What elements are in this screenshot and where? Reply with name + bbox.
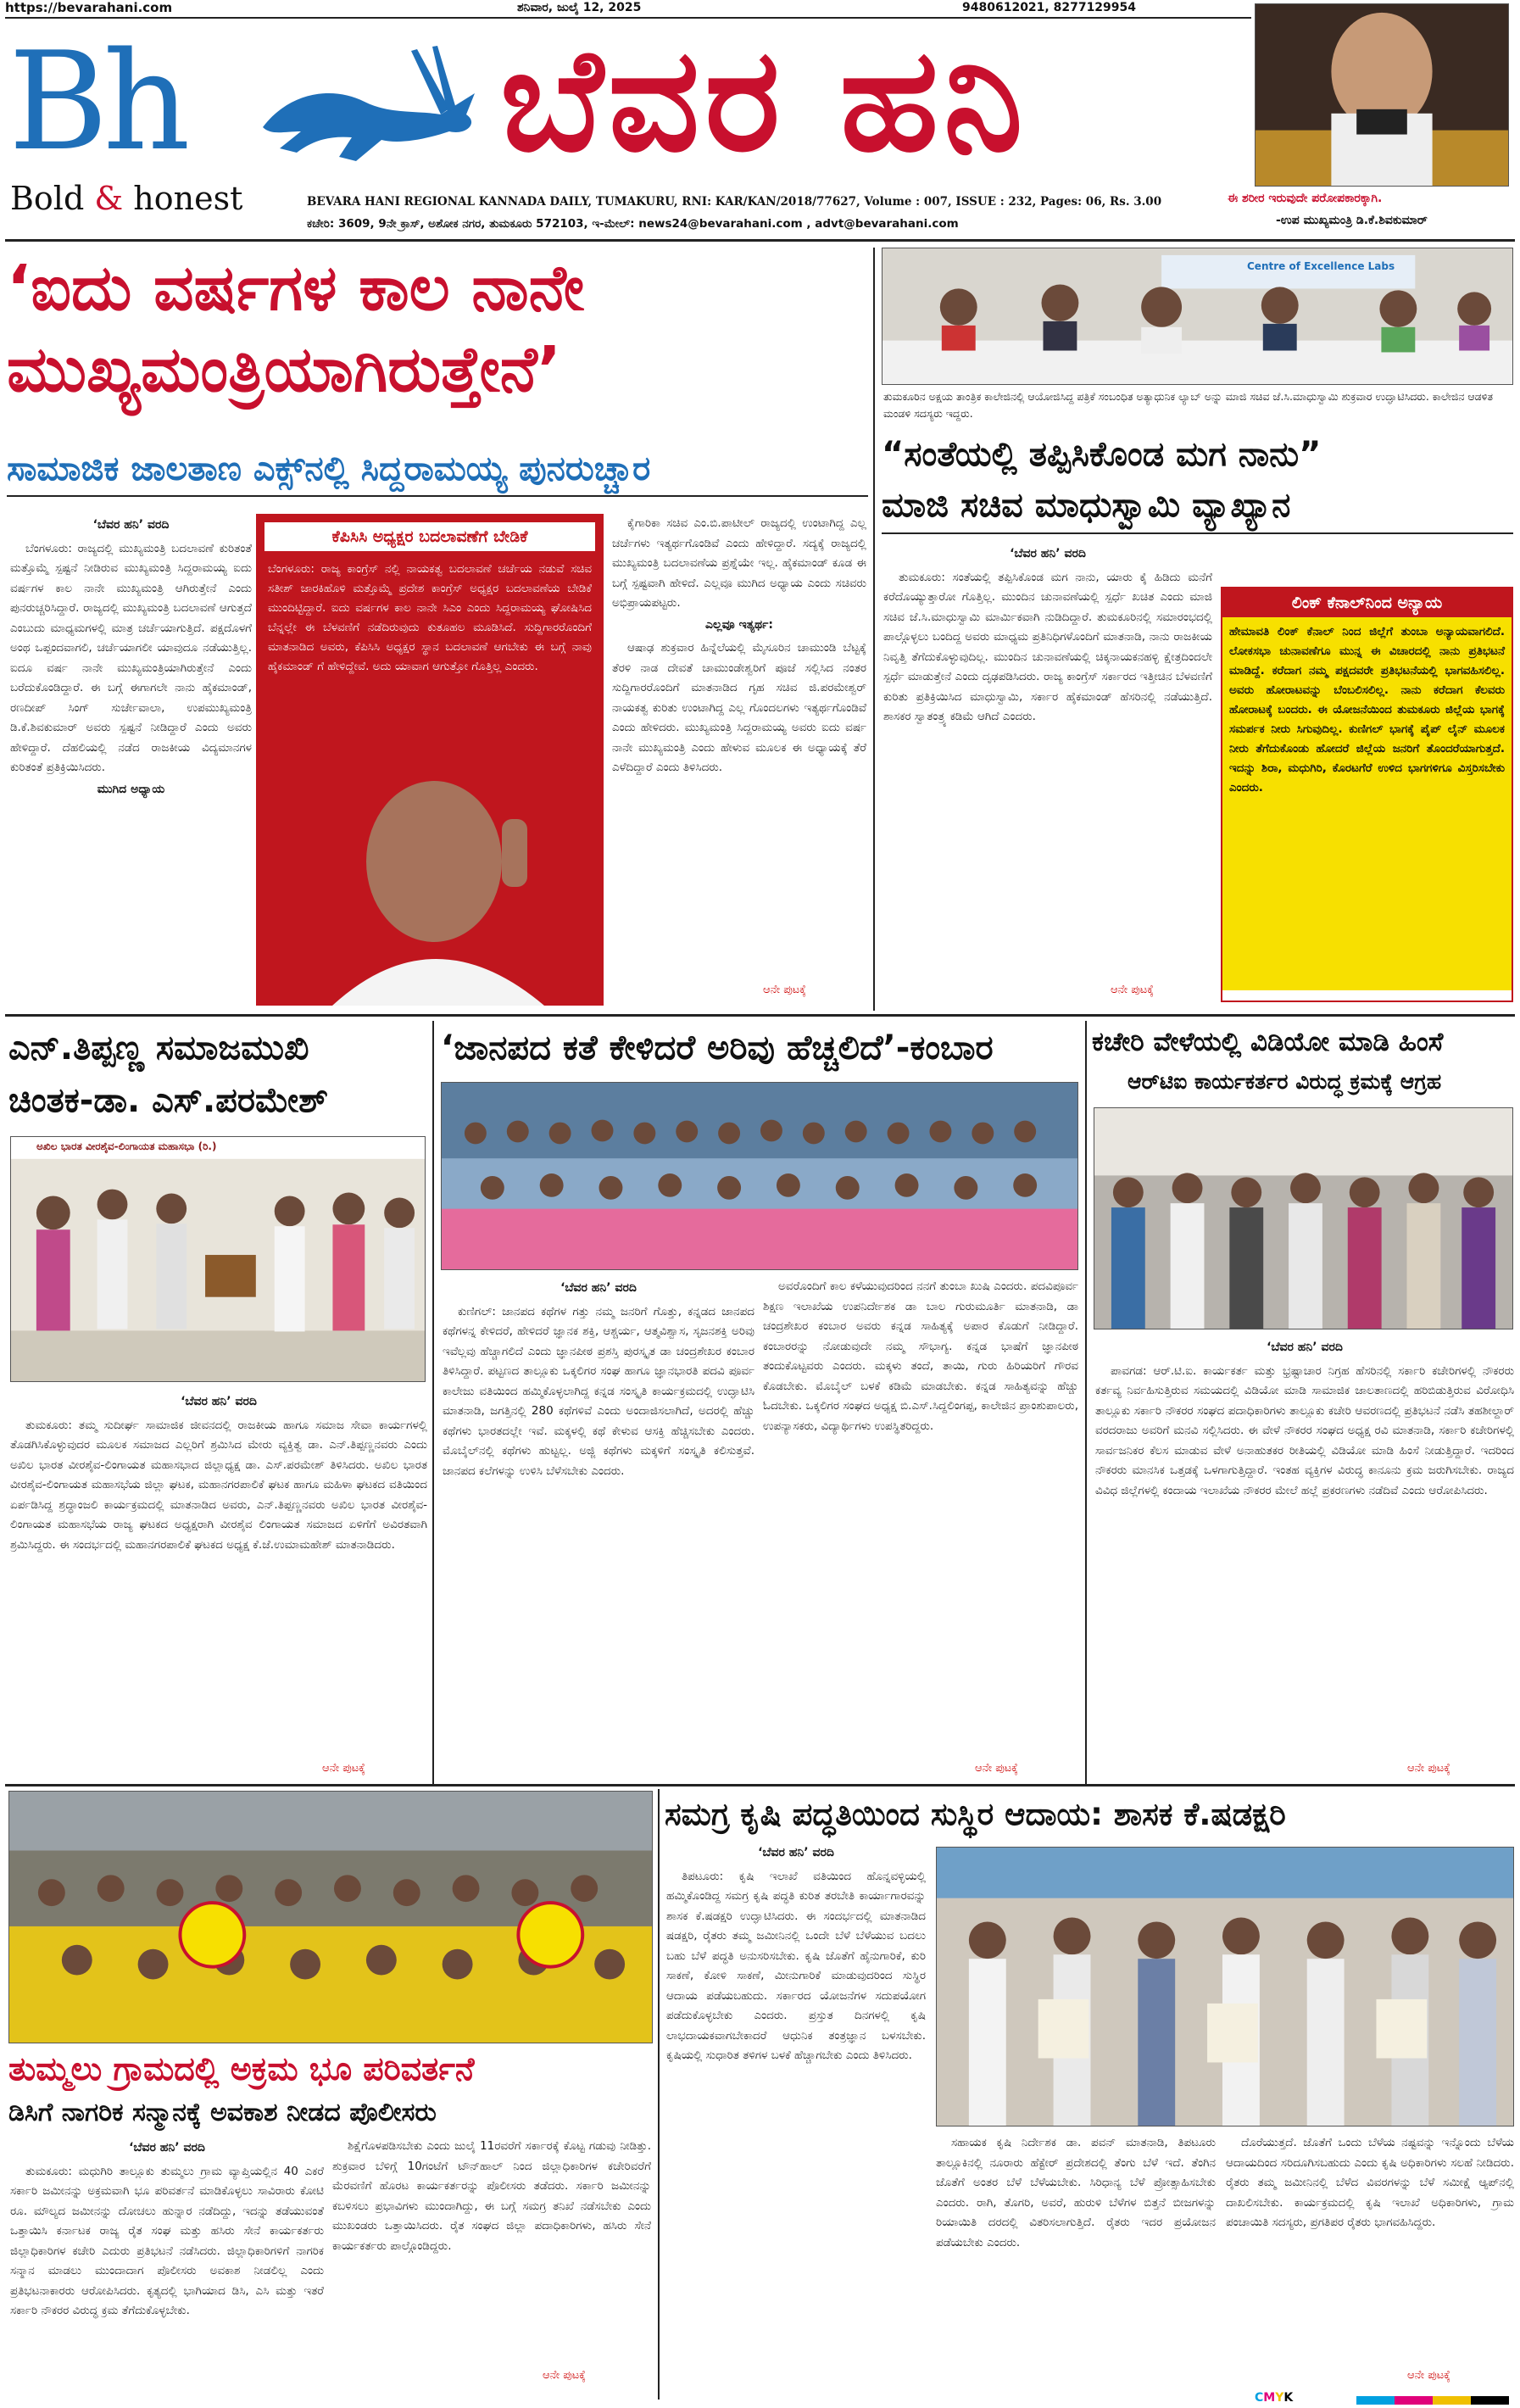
lead-column-2	[612, 514, 866, 1011]
agriculture-col1-text: ತಿಪಟೂರು: ಕೃಷಿ ಇಲಾಖೆ ವತಿಯಿಂದ ಹೊನ್ನವಳ್ಳಿಯಲ್ಲಿ ಹಮ್ಮಿಕೊಂಡಿದ್ದ ಸಮಗ್ರ ಕೃಷಿ ಪದ್ಧತಿ ಕುರಿತ ತರಬೇತಿ ಕಾರ್ಯಾಗಾರವನ್ನು ಶಾಸಕ ಕೆ.ಷಡಕ್ಷರಿ ಉದ್ಘಾಟಿಸಿದರು. ಈ ಸಂದರ್ಭದಲ್ಲಿ ಮಾತನಾಡಿದ ಷಡಕ್ಷರಿ, ರೈತರು ತಮ್ಮ ಜಮೀನಿನಲ್ಲಿ ಒಂದೇ ಬೆಳೆ ಬೆಳೆಯುವ ಬದಲು ಬಹು ಬೆಳೆ ಪದ್ಧತಿ ಅನುಸರಿಸಬೇಕು. ಕೃಷಿ ಜೊತೆಗೆ ಹೈನುಗಾರಿಕೆ, ಕುರಿ ಸಾಕಣೆ, ಕೋಳಿ ಸಾಕಣೆ, ಮೀನುಗಾರಿಕೆ ಮಾಡುವುದರಿಂದ ಸುಸ್ಥಿರ ಆದಾಯ ಪಡೆಯಬಹುದು. ಸರ್ಕಾರದ ಯೋಜನೆಗಳ ಸದುಪಯೋಗ ಪಡೆದುಕೊಳ್ಳಬೇಕು ಎಂದರು. ಪ್ರಸ್ತುತ ದಿನಗಳಲ್ಲಿ ಕೃಷಿ ಲಾಭದಾಯಕವಾಗಬೇಕಾದರೆ ಆಧುನಿಕ ತಂತ್ರಜ್ಞಾನ ಬಳಸಬೇಕು. ಕೃಷಿಯಲ್ಲಿ ಸುಧಾರಿತ ತಳಿಗಳ ಬಳಕೆ ಹೆಚ್ಚಾಗಬೇಕು ಎಂದು ತಿಳಿಸಿದರು.	[666, 1869, 926, 2062]
cm-siddaramaiah-photo	[256, 768, 604, 1006]
tippanna-story	[10, 1391, 427, 1764]
tagline-honest: honest	[133, 180, 243, 217]
lead-col1-text: ಬೆಂಗಳೂರು: ರಾಜ್ಯದಲ್ಲಿ ಮುಖ್ಯಮಂತ್ರಿ ಬದಲಾವಣೆ ಕುರಿತಂತೆ ಮತ್ತೊಮ್ಮೆ ಸ್ಪಷ್ಟನೆ ನೀಡಿರುವ ಮುಖ್ಯಮಂತ್ರಿ ಸಿದ್ದರಾಮಯ್ಯ ಐದು ವರ್ಷಗಳ ಕಾಲ ನಾನೇ ಮುಖ್ಯಮಂತ್ರಿ ಆಗಿರುತ್ತೇನೆ ಎಂದು ಪುನರುಚ್ಚರಿಸಿದ್ದಾರೆ. ರಾಜ್ಯದಲ್ಲಿ ಮುಖ್ಯಮಂತ್ರಿ ಬದಲಾವಣೆ ಆಗುತ್ತದೆ ಎಂಬುದು ಮಾಧ್ಯಮಗಳಲ್ಲಿ ಮಾತ್ರ ಚರ್ಚೆಯಾಗುತ್ತಿದೆ. ಪಕ್ಷದೊಳಗೆ ಅಂಥ ಒಪ್ಪಂದವಾಗಲಿ, ಚರ್ಚೆಯಾಗಲೀ ಯಾವುದೂ ನಡೆಯುತ್ತಿಲ್ಲ. ಐದೂ ವರ್ಷ ನಾನೇ ಮುಖ್ಯಮಂತ್ರಿಯಾಗಿರುತ್ತೇನೆ ಎಂದು ಬರೆದುಕೊಂಡಿದ್ದಾರೆ. ಈ ಬಗ್ಗೆ ಈಗಾಗಲೇ ನಾನು ಹೈಕಮಾಂಡ್, ರಣದೀಪ್ ಸಿಂಗ್ ಸುರ್ಜೇವಾಲಾ, ಉಪಮುಖ್ಯಮಂತ್ರಿ ಡಿ.ಕೆ.ಶಿವಕುಮಾರ್ ಅವರು ಸ್ಪಷ್ಟನೆ ನೀಡಿದ್ದಾರೆ ಎಂದು ಅವರು ಹೇಳಿದ್ದಾರೆ. ದೆಹಲಿಯಲ್ಲಿ ನಡೆದ ರಾಜಕೀಯ ವಿದ್ಯಮಾನಗಳ ಕುರಿತಂತೆ ಪ್ರತಿಕ್ರಿಯಿಸಿದರು.	[10, 541, 252, 774]
tagline-bold: Bold	[10, 180, 85, 217]
kambar-col1-text: ಕುಣಿಗಲ್: ಜಾನಪದ ಕಥೆಗಳ ಗತ್ತು ನಮ್ಮ ಜನರಿಗೆ ಗೊತ್ತು, ಕನ್ನಡದ ಜಾನಪದ ಕಥೆಗಳನ್ನ ಕೇಳಿದರೆ, ಹೇಳಿದರೆ ಜ್ಞಾನಕ ಶಕ್ತಿ, ಆಶ್ಚರ್ಯ, ಆತ್ಮವಿಶ್ವಾಸ, ಸೃಜನಶಕ್ತಿ ಅರಿವು ಇವೆಲ್ಲವು ಹೆಚ್ಚಾಗಲಿದೆ ಎಂದು ಜ್ಞಾನಪೀಠ ಪ್ರಶಸ್ತಿ ಪುರಸ್ಕೃತ ಡಾ ಚಂದ್ರಶೇಖರ ಕಂಬಾರ ತಿಳಿಸಿದ್ದಾರೆ. ಪಟ್ಟಣದ ತಾಲ್ಲೂಕು ಒಕ್ಕಲಿಗರ ಸಂಘ ಹಾಗೂ ಜ್ಞಾನಭಾರತಿ ಪದವಿ ಪೂರ್ವ ಕಾಲೇಜು ವತಿಯಿಂದ ಹಮ್ಮಿಕೊಳ್ಳಲಾಗಿದ್ದ ಕನ್ನಡ ಸಂಸ್ಕೃತಿ ಕಾರ್ಯಕ್ರಮದಲ್ಲಿ ಉದ್ಘಾಟಿಸಿ ಮಾತನಾಡಿ, ಜಗತ್ತಿನಲ್ಲಿ 280 ಕಥೆಗಳಿವೆ ಎಂದು ಅಂದಾಜಿಸಲಾಗಿದೆ, ಅದರಲ್ಲಿ ಹೆಚ್ಚು ಕಥೆಗಳು ಭಾರತದಲ್ಲೇ ಇವೆ. ಮಕ್ಕಳಲ್ಲಿ ಕಥೆ ಕೇಳುವ ಆಸಕ್ತಿ ಹೆಚ್ಚಿಸಬೇಕು ಎಂದರು. ಮೊಬೈಲ್‌ನಲ್ಲಿ ಕಥೆಗಳು ಹುಟ್ಟಲ್ಲ. ಅಜ್ಜಿ ಕಥೆಗಳು ಮಕ್ಕಳಿಗೆ ಸಂಸ್ಕೃತಿ ಕಲಿಸುತ್ತವೆ. ಜಾನಪದ ಕಲೆಗಳನ್ನು ಉಳಿಸಿ ಬೆಳೆಸಬೇಕು ಎಂದರು.	[443, 1304, 754, 1478]
lead-col2-subhead: ಎಲ್ಲವೂ ಇತ್ಯರ್ಥ:	[704, 617, 774, 632]
link-canal-box-title: ಲಿಂಕ್ ಕೆನಾಲ್‌ನಿಂದ ಅನ್ಯಾಯ	[1222, 588, 1512, 617]
tippanna-continued[interactable]: ಆನೇ ಪುಟಕ್ಕೆ	[322, 1762, 365, 1775]
issue-date: ಶನಿವಾರ, ಜುಲೈ 12, 2025	[517, 1, 642, 14]
top-right-rule	[882, 532, 1513, 534]
rti-headline-line1: ಕಚೇರಿ ವೇಳೆಯಲ್ಲಿ ವಿಡಿಯೋ ಮಾಡಿ ಹಿಂಸೆ	[1092, 1027, 1444, 1057]
agriculture-event-photo	[936, 1847, 1514, 2127]
event-banner-text: Centre of Excellence Labs	[1247, 260, 1395, 272]
madhuswamy-story-text	[883, 543, 1212, 967]
lead-col2-text: ಕೈಗಾರಿಕಾ ಸಚಿವ ಎಂ.ಬಿ.ಪಾಟೀಲ್ ರಾಜ್ಯದಲ್ಲಿ ಉಂಟಾಗಿದ್ದ ಎಲ್ಲ ಚರ್ಚೆಗಳು ಇತ್ಯರ್ಥಗೊಂಡಿವೆ ಎಂದು ಹೇಳಿದ್ದಾರೆ. ಸದ್ಯಕ್ಕೆ ರಾಜ್ಯದಲ್ಲಿ ಮುಖ್ಯಮಂತ್ರಿ ಬದಲಾವಣೆಯ ಪ್ರಶ್ನೆಯೇ ಇಲ್ಲ. ಹೈಕಮಾಂಡ್ ಕೂಡ ಈ ಬಗ್ಗೆ ಸ್ಪಷ್ಟವಾಗಿ ಹೇಳಿದೆ. ಎಲ್ಲವೂ ಮುಗಿದ ಅಧ್ಯಾಯ ಎಂದು ಸಚಿವರು ಅಭಿಪ್ರಾಯಪಟ್ಟರು.	[612, 516, 866, 610]
col-divider-row2-b	[1085, 1021, 1087, 1784]
kambar-continued[interactable]: ಆನೇ ಪುಟಕ್ಕೆ	[975, 1762, 1018, 1775]
cmyk-k: K	[1283, 2391, 1294, 2405]
kpcc-box-title: ಕೆಪಿಸಿಸಿ ಅಧ್ಯಕ್ಷರ ಬದಲಾವಣೆಗೆ ಬೇಡಿಕೆ	[264, 522, 595, 551]
antelope-logo-icon	[237, 34, 492, 178]
tippanna-headline-line2: ಚಿಂತಕ-ಡಾ. ಎಸ್.ಪರಮೇಶ್	[8, 1081, 329, 1120]
masthead-bottom-rule	[5, 239, 1515, 242]
tagline	[10, 180, 242, 217]
kambar-col2-text: ಅವರೊಂದಿಗೆ ಕಾಲ ಕಳೆಯುವುದರಿಂದ ನನಗೆ ತುಂಬಾ ಖುಷಿ ಎಂದರು. ಪದವಿಪೂರ್ವ ಶಿಕ್ಷಣ ಇಲಾಖೆಯ ಉಪನಿರ್ದೇಶಕ ಡಾ ಬಾಲ ಗುರುಮೂರ್ತಿ ಮಾತನಾಡಿ, ಡಾ ಚಂದ್ರಶೇಖರ ಕಂಬಾರ ಅವರು ಕನ್ನಡ ಸಾಹಿತ್ಯಕ್ಕೆ ಅಪಾರ ಕೊಡುಗೆ ನೀಡಿದ್ದಾರೆ. ಕಂಬಾರರನ್ನು ನೋಡುವುದೇ ನಮ್ಮ ಸೌಭಾಗ್ಯ. ಕನ್ನಡ ಭಾಷೆಗೆ ಜ್ಞಾನಪೀಠ ತಂದುಕೊಟ್ಟವರು ಎಂದರು. ಮಕ್ಕಳು ತಂದೆ, ತಾಯಿ, ಗುರು ಹಿರಿಯರಿಗೆ ಗೌರವ ಕೊಡಬೇಕು. ಮೊಬೈಲ್ ಬಳಕೆ ಕಡಿಮೆ ಮಾಡಬೇಕು. ಕನ್ನಡ ಸಾಹಿತ್ಯವನ್ನು ಹೆಚ್ಚು ಓದಬೇಕು. ಒಕ್ಕಲಿಗರ ಸಂಘದ ಅಧ್ಯಕ್ಷ ಬಿ.ಎಸ್.ಸಿದ್ದಲಿಂಗಪ್ಪ, ಕಾಲೇಜಿನ ಪ್ರಾಂಶುಪಾಲರು, ಉಪನ್ಯಾಸಕರು, ವಿದ್ಯಾರ್ಥಿಗಳು ಉಪಸ್ಥಿತರಿದ್ದರು.	[763, 1279, 1078, 1433]
tagline-amp: &	[94, 180, 124, 217]
agriculture-col3-text: ದೊರೆಯುತ್ತದೆ. ಜೊತೆಗೆ ಒಂದು ಬೆಳೆಯ ನಷ್ಟವನ್ನು ಇನ್ನೊಂದು ಬೆಳೆಯ ಆದಾಯದಿಂದ ಸರಿದೂಗಿಸಬಹುದು ಎಂದು ಕೃಷಿ ಅಧಿಕಾರಿಗಳು ಸಲಹೆ ನೀಡಿದರು. ರೈತರು ತಮ್ಮ ಜಮೀನಿನಲ್ಲಿ ಬೆಳೆದ ವಿವರಗಳನ್ನು ಬೆಳೆ ಸಮೀಕ್ಷೆ ಆ್ಯಪ್‌ನಲ್ಲಿ ದಾಖಲಿಸಬೇಕು. ಕಾರ್ಯಕ್ರಮದಲ್ಲಿ ಕೃಷಿ ಇಲಾಖೆ ಅಧಿಕಾರಿಗಳು, ಗ್ರಾಮ ಪಂಚಾಯಿತಿ ಸದಸ್ಯರು, ಪ್ರಗತಿಪರ ರೈತರು ಭಾಗವಹಿಸಿದ್ದರು.	[1226, 2136, 1514, 2229]
quote-line-2: -ಉಪ ಮುಖ್ಯಮಂತ್ರಿ ಡಿ.ಕೆ.ಶಿವಕುಮಾರ್	[1276, 214, 1428, 227]
tummalu-continued[interactable]: ಆನೇ ಪುಟಕ್ಕೆ	[543, 2369, 586, 2382]
tummalu-headline: ತುಮ್ಮಲು ಗ್ರಾಮದಲ್ಲಿ ಅಕ್ರಮ ಭೂ ಪರಿವರ್ತನೆ	[8, 2050, 475, 2087]
office-address: ಕಚೇರಿ: 3609, 9ನೇ ಕ್ರಾಸ್, ಅಶೋಕ ನಗರ, ತುಮಕೂರು 572103, ಇ-ಮೇಲ್: news24@bevarahani.com , advt@bevarahani.com	[307, 217, 959, 231]
tummalu-col2-text: ಶಿಕ್ಷೆಗೊಳಪಡಿಸಬೇಕು ಎಂದು ಜುಲೈ 11ರವರೆಗೆ ಸರ್ಕಾರಕ್ಕೆ ಕೊಟ್ಟ ಗಡುವು ನೀಡಿತ್ತು. ಶುಕ್ರವಾರ ಬೆಳಿಗ್ಗೆ 10ಗಂಟೆಗೆ ಟೌನ್‌ಹಾಲ್ ನಿಂದ ಜಿಲ್ಲಾಧಿಕಾರಿಗಳ ಕಚೇರಿವರೆಗೆ ಮೆರವಣಿಗೆ ಹೊರಟ ಕಾರ್ಯಕರ್ತರನ್ನು ಪೊಲೀಸರು ತಡೆದರು. ಸರ್ಕಾರಿ ಜಮೀನನ್ನು ಕಬಳಿಸಲು ಪ್ರಭಾವಿಗಳು ಮುಂದಾಗಿದ್ದು, ಈ ಬಗ್ಗೆ ಸಮಗ್ರ ತನಿಖೆ ನಡೆಸಬೇಕು ಎಂದು ಮುಖಂಡರು ಒತ್ತಾಯಿಸಿದರು. ರೈತ ಸಂಘದ ಜಿಲ್ಲಾ ಪದಾಧಿಕಾರಿಗಳು, ಹಸಿರು ಸೇನೆ ಕಾರ್ಯಕರ್ತರು ಪಾಲ್ಗೊಂಡಿದ್ದರು.	[332, 2139, 651, 2253]
lead-subhead: ಸಾಮಾಜಿಕ ಜಾಲತಾಣ ಎಕ್ಸ್‌ನಲ್ಲಿ ಸಿದ್ದರಾಮಯ್ಯ ಪುನರುಚ್ಚಾರ	[7, 449, 651, 488]
lead-col1-subhead: ಮುಗಿದ ಅಧ್ಯಾಯ	[97, 782, 165, 796]
agriculture-column-3	[1226, 2133, 1514, 2371]
agriculture-byline: ‘ಬೆವರ ಹನಿ’ ವರದಿ	[758, 1846, 834, 1859]
col-divider-row2-a	[432, 1021, 434, 1784]
deputy-cm-portrait	[1255, 3, 1509, 187]
agriculture-continued[interactable]: ಆನೇ ಪುಟಕ್ಕೆ	[1407, 2369, 1450, 2382]
agriculture-headline: ಸಮಗ್ರ ಕೃಷಿ ಪದ್ಧತಿಯಿಂದ ಸುಸ್ಥಿರ ಆದಾಯ: ಶಾಸಕ ಕೆ.ಷಡಕ್ಷರಿ	[665, 1796, 1286, 1832]
kambar-byline: ‘ಬೆವರ ಹನಿ’ ವರದಿ	[560, 1281, 637, 1295]
farmers-protest-photo	[8, 1791, 653, 2043]
cmyk-c: C	[1255, 2391, 1264, 2405]
quote-line-1: ಈ ಶರೀರ ಇರುವುದೇ ಪರೋಪಕಾರಕ್ಕಾಗಿ.	[1228, 192, 1383, 205]
tummalu-byline: ‘ಬೆವರ ಹನಿ’ ವರದಿ	[129, 2141, 205, 2154]
cmyk-m: M	[1263, 2391, 1276, 2405]
agriculture-column-2	[936, 2133, 1216, 2396]
row1-bottom-rule	[5, 1014, 1515, 1017]
site-url[interactable]: https://bevarahani.com	[5, 0, 173, 15]
madhuswamy-photo-caption: ತುಮಕೂರಿನ ಅಕ್ಷಯ ತಾಂತ್ರಿಕ ಕಾಲೇಜಿನಲ್ಲಿ ಆಯೋಜಿಸಿದ್ದ ಪತ್ರಿಕೆ ಸಂಬಂಧಿತ ಅತ್ಯಾಧುನಿಕ ಲ್ಯಾಬ್ ಅನ್ನು ಮಾಜಿ ಸಚಿವ ಜೆ.ಸಿ.ಮಾಧುಸ್ವಾಮಿ ಶುಕ್ರವಾರ ಉದ್ಘಾಟಿಸಿದರು. ಕಾಲೇಜಿನ ಆಡಳಿತ ಮಂಡಳಿ ಸದಸ್ಯರು ಇದ್ದರು.	[883, 390, 1494, 420]
kpcc-box	[256, 514, 604, 1006]
tippanna-byline: ‘ಬೆವರ ಹನಿ’ ವರದಿ	[181, 1395, 257, 1408]
kpcc-box-text: ಬೆಂಗಳೂರು: ರಾಜ್ಯ ಕಾಂಗ್ರೆಸ್ ನಲ್ಲಿ ನಾಯಕತ್ವ ಬದಲಾವಣೆ ಚರ್ಚೆಯ ನಡುವೆ ಸಚಿವ ಸತೀಶ್ ಜಾರಕಿಹೊಳಿ ಮತ್ತೊಮ್ಮೆ ಪ್ರದೇಶ ಕಾಂಗ್ರೆಸ್ ಅಧ್ಯಕ್ಷರ ಬದಲಾವಣೆಯ ಬೇಡಿಕೆ ಮುಂದಿಟ್ಟಿದ್ದಾರೆ. ಐದು ವರ್ಷಗಳ ಕಾಲ ನಾನೇ ಸಿಎಂ ಎಂದು ಸಿದ್ದರಾಮಯ್ಯ ಘೋಷಿಸಿದ ಬೆನ್ನಲ್ಲೇ ಈ ಬೆಳವಣಿಗೆ ನಡೆದಿರುವುದು ಕುತೂಹಲ ಮೂಡಿಸಿದೆ. ಸುದ್ದಿಗಾರರೊಂದಿಗೆ ಮಾತನಾಡಿದ ಅವರು, ಕೆಪಿಸಿಸಿ ಅಧ್ಯಕ್ಷರ ಸ್ಥಾನ ಬದಲಾವಣೆ ಆಗಬೇಕು ಈ ಬಗ್ಗೆ ನಾವು ಹೈಕಮಾಂಡ್ ಗೆ ಹೇಳಿದ್ದೇವೆ. ಅದು ಯಾವಾಗ ಆಗುತ್ತೋ ಗೊತ್ತಿಲ್ಲ ಎಂದರು.	[268, 562, 592, 673]
kambar-group-photo	[441, 1082, 1078, 1270]
tummalu-column-1	[10, 2137, 324, 2391]
madhuswamy-event-photo	[882, 248, 1513, 385]
link-canal-box	[1221, 587, 1513, 1002]
lead-byline: ‘ಬೆವರ ಹನಿ’ ವರದಿ	[92, 518, 170, 532]
cmyk-marks	[1255, 2391, 1293, 2405]
agriculture-column-1	[666, 1842, 926, 2393]
rti-headline-line2: ಆರ್‌ಟಿಐ ಕಾರ್ಯಕರ್ತರ ವಿರುದ್ಧ ಕ್ರಮಕ್ಕೆ ಆಗ್ರಹ	[1127, 1069, 1442, 1094]
publication-info: BEVARA HANI REGIONAL KANNADA DAILY, TUMAKURU, RNI: KAR/KAN/2018/77627, Volume : 007, ISSUE : 232, Pages: 06, Rs. 3.00	[307, 195, 1162, 209]
madhuswamy-text: ತುಮಕೂರು: ಸಂತೆಯಲ್ಲಿ ತಪ್ಪಿಸಿಕೊಂಡ ಮಗ ನಾನು, ಯಾರು ಕೈ ಹಿಡಿದು ಮನೆಗೆ ಕರೆದೊಯ್ಯುತ್ತಾರೋ ಗೊತ್ತಿಲ್ಲ. ಮುಂದಿನ ಚುನಾವಣೆಯಲ್ಲಿ ಸ್ಪರ್ಧೆ ಖಚಿತ ಎಂದು ಮಾಜಿ ಸಚಿವ ಜೆ.ಸಿ.ಮಾಧುಸ್ವಾಮಿ ಮಾರ್ಮಿಕವಾಗಿ ನುಡಿದಿದ್ದಾರೆ. ತುಮಕೂರಿನಲ್ಲಿ ಸಮಾರಂಭದಲ್ಲಿ ಪಾಲ್ಗೊಳ್ಳಲು ಬಂದಿದ್ದ ಅವರು ಮಾಧ್ಯಮ ಪ್ರತಿನಿಧಿಗಳೊಂದಿಗೆ ಮಾತನಾಡಿ, ನಾನು ರಾಜಕೀಯ ನಿವೃತ್ತಿ ತೆಗೆದುಕೊಳ್ಳುವುದಿಲ್ಲ. ಮುಂದಿನ ಚುನಾವಣೆಯಲ್ಲಿ ಚಿಕ್ಕನಾಯಕನಹಳ್ಳಿ ಕ್ಷೇತ್ರದಿಂದಲೇ ಸ್ಪರ್ಧೆ ಮಾಡುತ್ತೇನೆ ಎಂದು ದೃಢಪಡಿಸಿದರು. ರಾಜ್ಯ ಕಾಂಗ್ರೆಸ್ ಸರ್ಕಾರದ ಇತ್ತೀಚಿನ ಬೆಳವಣಿಗೆ ಕುರಿತು ಪ್ರತಿಕ್ರಿಯಿಸಿದ ಮಾಧುಸ್ವಾಮಿ, ಸರ್ಕಾರ ಹೈಕಮಾಂಡ್ ಹೆಸರಿನಲ್ಲಿ ನಡೆಯುತ್ತಿದೆ. ಶಾಸಕರ ಸ್ವಾತಂತ್ರ್ಯ ಕಡಿಮೆ ಆಗಿದೆ ಎಂದರು.	[883, 570, 1212, 723]
cmyk-y: Y	[1275, 2391, 1284, 2405]
newspaper-title: ಬೆವರ ಹನಿ	[500, 17, 1028, 183]
col-divider-row3	[658, 1789, 660, 2400]
rti-story	[1095, 1336, 1514, 1760]
kambar-column-1	[443, 1277, 754, 1769]
link-canal-box-text: ಹೇಮಾವತಿ ಲಿಂಕ್ ಕೆನಾಲ್ ನಿಂದ ಜಿಲ್ಲೆಗೆ ತುಂಬಾ ಅನ್ಯಾಯವಾಗಲಿದೆ. ಲೋಕಸಭಾ ಚುನಾವಣೆಗೂ ಮುನ್ನ ಈ ವಿಚಾರದಲ್ಲಿ ನಾನು ಪ್ರತಿಭಟನೆ ಮಾಡಿದ್ದೆ. ಕರೆದಾಗ ನಮ್ಮ ಪಕ್ಷದವರೇ ಪ್ರತಿಭಟನೆಯಲ್ಲಿ ಭಾಗವಹಿಸಲಿಲ್ಲ. ಅವರು ಹೋರಾಟವನ್ನು ಬೆಂಬಲಿಸಲಿಲ್ಲ. ನಾನು ಕರೆದಾಗ ಕೆಲವರು ಹೋರಾಟಕ್ಕೆ ಬಂದರು. ಈ ಯೋಜನೆಯಿಂದ ತುಮಕೂರು ಜಿಲ್ಲೆಯ ಭಾಗಕ್ಕೆ ಸಮರ್ಪಕ ನೀರು ಸಿಗುವುದಿಲ್ಲ. ಕುಣಿಗಲ್ ಭಾಗಕ್ಕೆ ಪೈಪ್ ಲೈನ್ ಮೂಲಕ ನೀರು ತೆಗೆದುಕೊಂಡು ಹೋದರೆ ಜಿಲ್ಲೆಯ ಜನರಿಗೆ ತೊಂದರೆಯಾಗುತ್ತದೆ. ಇದನ್ನು ಶಿರಾ, ಮಧುಗಿರಿ, ಕೊರಟಗೆರೆ ಉಳಿದ ಭಾಗಗಳಿಗೂ ವಿಸ್ತರಿಸಬೇಕು ಎಂದರು.	[1222, 617, 1512, 990]
lead-headline-line1: ‘ಐದು ವರ್ಷಗಳ ಕಾಲ ನಾನೇ	[7, 252, 585, 325]
tippanna-headline-line1: ಎನ್.ತಿಪ್ಪಣ್ಣ ಸಮಾಜಮುಖಿ	[8, 1028, 309, 1067]
madhuswamy-byline: ‘ಬೆವರ ಹನಿ’ ವರದಿ	[1010, 547, 1086, 560]
lead-headline-line2: ಮುಖ್ಯಮಂತ್ರಿಯಾಗಿರುತ್ತೇನೆ’	[7, 333, 562, 406]
lead-col2b-text: ಆಷಾಢ ಶುಕ್ರವಾರ ಹಿನ್ನೆಲೆಯಲ್ಲಿ ಮೈಸೂರಿನ ಚಾಮುಂಡಿ ಬೆಟ್ಟಕ್ಕೆ ತೆರಳಿ ನಾಡ ದೇವತೆ ಚಾಮುಂಡೇಶ್ವರಿಗೆ ಪೂಜೆ ಸಲ್ಲಿಸಿದ ನಂತರ ಸುದ್ದಿಗಾರರೊಂದಿಗೆ ಮಾತನಾಡಿದ ಗೃಹ ಸಚಿವ ಜಿ.ಪರಮೇಶ್ವರ್ ನಾಯಕತ್ವ ಕುರಿತು ಉಂಟಾಗಿದ್ದ ಎಲ್ಲ ಗೊಂದಲಗಳು ಇತ್ಯರ್ಥಗೊಂಡಿವೆ ಎಂದು ಹೇಳಿದರು. ಮುಖ್ಯಮಂತ್ರಿ ಸಿದ್ದರಾಮಯ್ಯ ಅವರು ಐದು ವರ್ಷ ನಾನೇ ಮುಖ್ಯಮಂತ್ರಿ ಎಂದು ಹೇಳುವ ಮೂಲಕ ಈ ಅಧ್ಯಾಯಕ್ಕೆ ತೆರೆ ಎಳೆದಿದ್ದಾರೆ ಎಂದು ತಿಳಿಸಿದರು.	[612, 641, 866, 774]
rti-text: ಪಾವಗಡ: ಆರ್.ಟಿ.ಐ. ಕಾರ್ಯಕರ್ತ ಮತ್ತು ಭ್ರಷ್ಟಾಚಾರ ನಿಗ್ರಹ ಹೆಸರಿನಲ್ಲಿ ಸರ್ಕಾರಿ ಕಚೇರಿಗಳಲ್ಲಿ ನೌಕರರು ಕರ್ತವ್ಯ ನಿರ್ವಹಿಸುತ್ತಿರುವ ಸಮಯದಲ್ಲಿ ವಿಡಿಯೋ ಮಾಡಿ ಸಾಮಾಜಿಕ ಜಾಲತಾಣದಲ್ಲಿ ಹರಿಬಿಡುತ್ತಿರುವ ವಿರೋಧಿಸಿ ತಾಲ್ಲೂಕು ಸರ್ಕಾರಿ ನೌಕರರ ಸಂಘದ ಪದಾಧಿಕಾರಿಗಳು ತಾಲ್ಲೂಕು ಕಚೇರಿ ಆವರಣದಲ್ಲಿ ಪ್ರತಿಭಟನೆ ನಡೆಸಿ ತಹಶೀಲ್ದಾರ್ ವರದರಾಜು ಅವರಿಗೆ ಮನವಿ ಸಲ್ಲಿಸಿದರು. ಈ ವೇಳೆ ನೌಕರರ ಸಂಘದ ಅಧ್ಯಕ್ಷ ರವಿ ಮಾತನಾಡಿ, ಸರ್ಕಾರಿ ಕಚೇರಿಗಳಲ್ಲಿ ಸಾರ್ವಜನಿಕರ ಕೆಲಸ ಮಾಡುವ ವೇಳೆ ಅನಾಹುತಕರ ರೀತಿಯಲ್ಲಿ ವಿಡಿಯೋ ಮಾಡಿ ಹಿಂಸೆ ನೀಡುತ್ತಿದ್ದಾರೆ. ಇದರಿಂದ ನೌಕರರು ಮಾನಸಿಕ ಒತ್ತಡಕ್ಕೆ ಒಳಗಾಗುತ್ತಿದ್ದಾರೆ. ಇಂತಹ ವ್ಯಕ್ತಿಗಳ ವಿರುದ್ಧ ಕಾನೂನು ಕ್ರಮ ಜರುಗಿಸಬೇಕು. ರಾಜ್ಯದ ವಿವಿಧ ಜಿಲ್ಲೆಗಳಲ್ಲಿ ಕಂದಾಯ ಇಲಾಖೆಯ ನೌಕರರ ಮೇಲೆ ಹಲ್ಲೆ ಪ್ರಕರಣಗಳು ನಡೆದಿವೆ ಎಂದು ಆರೋಪಿಸಿದರು.	[1095, 1363, 1514, 1497]
tippanna-banner-text: ಅಖಿಲ ಭಾರತ ವೀರಶೈವ-ಲಿಂಗಾಯತ ಮಹಾಸಭಾ (ರಿ.)	[36, 1140, 217, 1152]
kambar-headline: ‘ಜಾನಪದ ಕತೆ ಕೇಳಿದರೆ ಅರಿವು ಹೆಚ್ಚಲಿದೆ’-ಕಂಬಾರ	[441, 1028, 994, 1067]
col-divider-lead	[873, 248, 875, 1011]
row2-bottom-rule	[5, 1784, 1515, 1786]
rti-protest-photo	[1094, 1107, 1513, 1329]
rti-continued[interactable]: ಆನೇ ಪುಟಕ್ಕೆ	[1407, 1762, 1450, 1775]
tummalu-col1-text: ತುಮಕೂರು: ಮಧುಗಿರಿ ತಾಲ್ಲೂಕು ತುಮ್ಮಲು ಗ್ರಾಮ ವ್ಯಾಪ್ತಿಯಲ್ಲಿನ 40 ಎಕರೆ ಸರ್ಕಾರಿ ಜಮೀನನ್ನು ಅಕ್ರಮವಾಗಿ ಭೂ ಪರಿವರ್ತನೆ ಮಾಡಿಕೊಳ್ಳಲು ಸಾವಿರಾರು ಕೋಟಿ ರೂ. ಮೌಲ್ಯದ ಜಮೀನನ್ನು ದೋಚಲು ಹುನ್ನಾರ ನಡೆದಿದ್ದು, ಇದನ್ನು ತಡೆಯುವಂತೆ ಒತ್ತಾಯಿಸಿ ಕರ್ನಾಟಕ ರಾಜ್ಯ ರೈತ ಸಂಘ ಮತ್ತು ಹಸಿರು ಸೇನೆ ಕಾರ್ಯಕರ್ತರು ಜಿಲ್ಲಾಧಿಕಾರಿಗಳ ಕಚೇರಿ ಎದುರು ಪ್ರತಿಭಟನೆ ನಡೆಸಿದರು. ಜಿಲ್ಲಾಧಿಕಾರಿಗಳಿಗೆ ನಾಗರಿಕ ಸನ್ಮಾನ ಮಾಡಲು ಮುಂದಾದಾಗ ಪೊಲೀಸರು ಅವಕಾಶ ನೀಡಲಿಲ್ಲ ಎಂದು ಪ್ರತಿಭಟನಾಕಾರರು ಆರೋಪಿಸಿದರು. ಕೃತ್ಯದಲ್ಲಿ ಭಾಗಿಯಾದ ಡಿಸಿ, ಎಸಿ ಮತ್ತು ಇತರೆ ಸರ್ಕಾರಿ ನೌಕರರ ವಿರುದ್ಧ ಕ್ರಮ ತೆಗೆದುಕೊಳ್ಳಬೇಕು.	[10, 2164, 324, 2317]
madhuswamy-headline-quote: “ಸಂತೆಯಲ್ಲಿ ತಪ್ಪಿಸಿಕೊಂಡ ಮಗ ನಾನು”	[882, 435, 1322, 474]
lead-subhead-rule	[7, 495, 868, 497]
logo-letters: Bh	[8, 22, 186, 181]
phone-numbers: 9480612021, 8277129954	[962, 1, 1137, 14]
tummalu-column-2	[332, 2137, 651, 2366]
rti-byline: ‘ಬೆವರ ಹನಿ’ ವರದಿ	[1267, 1341, 1343, 1354]
madhuswamy-continued[interactable]: ಆನೇ ಪುಟಕ್ಕೆ	[1111, 984, 1154, 996]
tippanna-text: ತುಮಕೂರು: ತಮ್ಮ ಸುದೀರ್ಘ ಸಾಮಾಜಿಕ ಜೀವನದಲ್ಲಿ ರಾಜಕೀಯ ಹಾಗೂ ಸಮಾಜ ಸೇವಾ ಕಾರ್ಯಗಳಲ್ಲಿ ತೊಡಗಿಸಿಕೊಳ್ಳುವುದರ ಮೂಲಕ ಸಮಾಜದ ಎಲ್ಲರಿಗೆ ಶ್ರಮಿಸಿದ ಮೇರು ವ್ಯಕ್ತಿತ್ವ ಡಾ. ಎನ್.ತಿಪ್ಪಣ್ಣನವರು ಎಂದು ಅಖಿಲ ಭಾರತ ವೀರಶೈವ-ಲಿಂಗಾಯತ ಮಹಾಸಭಾದ ಜಿಲ್ಲಾಧ್ಯಕ್ಷ ಡಾ. ಎಸ್.ಪರಮೇಶ್ ತಿಳಿಸಿದರು. ಅಖಿಲ ಭಾರತ ವೀರಶೈವ-ಲಿಂಗಾಯತ ಮಹಾಸಭೆಯ ಜಿಲ್ಲಾ ಘಟಕ, ಮಹಾನಗರಪಾಲಿಕೆ ಘಟಕ ಹಾಗೂ ಮಹಿಳಾ ಘಟಕದ ವತಿಯಿಂದ ಏರ್ಪಡಿಸಿದ್ದ ಶ್ರದ್ಧಾಂಜಲಿ ಕಾರ್ಯಕ್ರಮದಲ್ಲಿ ಮಾತನಾಡಿದ ಅವರು, ಎನ್.ತಿಪ್ಪಣ್ಣನವರು ಅಖಿಲ ಭಾರತ ವೀರಶೈವ-ಲಿಂಗಾಯತ ಮಹಾಸಭೆಯ ರಾಜ್ಯ ಘಟಕದ ಅಧ್ಯಕ್ಷರಾಗಿ ವೀರಶೈವ ಲಿಂಗಾಯತ ಸಮಾಜದ ಏಳಿಗೆಗೆ ಅವಿರತವಾಗಿ ಶ್ರಮಿಸಿದ್ದರು. ಈ ಸಂದರ್ಭದಲ್ಲಿ ಮಹಾನಗರಪಾಲಿಕೆ ಘಟಕದ ಅಧ್ಯಕ್ಷ ಕೆ.ಜೆ.ಉಮಾಮಹೇಶ್ ಮಾತನಾಡಿದರು.	[10, 1418, 427, 1552]
kambar-column-2	[763, 1277, 1078, 1760]
madhuswamy-headline: ಮಾಜಿ ಸಚಿವ ಮಾಧುಸ್ವಾಮಿ ವ್ಯಾಖ್ಯಾನ	[882, 486, 1291, 525]
tummalu-subhead: ಡಿಸಿಗೆ ನಾಗರಿಕ ಸನ್ಮಾನಕ್ಕೆ ಅವಕಾಶ ನೀಡದ ಪೊಲೀಸರು	[8, 2098, 437, 2127]
tippanna-tribute-photo	[10, 1136, 426, 1382]
lead-continued[interactable]: ಆನೇ ಪುಟಕ್ಕೆ	[763, 984, 806, 996]
agriculture-col2-text: ಸಹಾಯಕ ಕೃಷಿ ನಿರ್ದೇಶಕ ಡಾ. ಪವನ್ ಮಾತನಾಡಿ, ತಿಪಟೂರು ತಾಲ್ಲೂಕಿನಲ್ಲಿ ನೂರಾರು ಹೆಕ್ಟೇರ್ ಪ್ರದೇಶದಲ್ಲಿ ತೆಂಗು ಬೆಳೆ ಇದೆ. ತೆಂಗಿನ ಜೊತೆಗೆ ಅಂತರ ಬೆಳೆ ಬೆಳೆಯಬೇಕು. ಸಿರಿಧಾನ್ಯ ಬೆಳೆ ಪ್ರೋತ್ಸಾಹಿಸಬೇಕು ಎಂದರು. ರಾಗಿ, ತೊಗರಿ, ಅವರೆ, ಹುರುಳಿ ಬೆಳೆಗಳ ಬಿತ್ತನೆ ಬೀಜಗಳನ್ನು ರಿಯಾಯಿತಿ ದರದಲ್ಲಿ ವಿತರಿಸಲಾಗುತ್ತಿದೆ. ರೈತರು ಇದರ ಪ್ರಯೋಜನ ಪಡೆಯಬೇಕು ಎಂದರು.	[936, 2136, 1216, 2249]
color-bar	[1356, 2396, 1509, 2405]
